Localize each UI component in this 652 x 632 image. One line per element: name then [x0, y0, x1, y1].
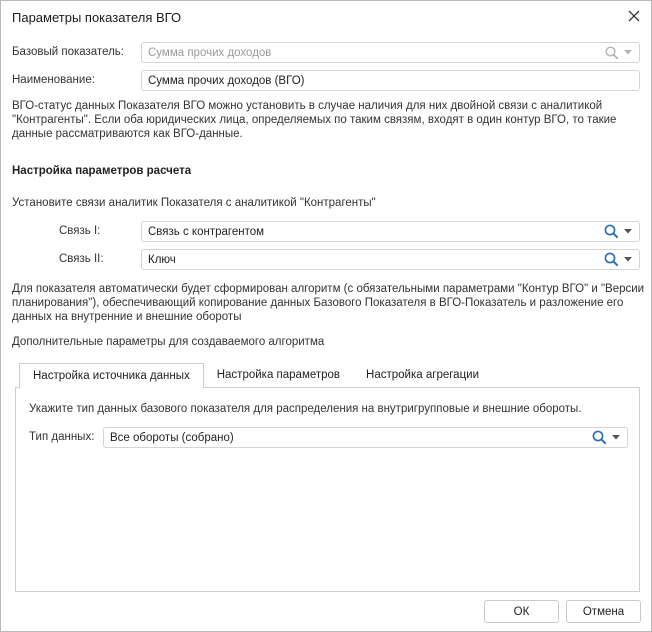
link2-value: Ключ — [148, 253, 176, 266]
chevron-down-icon[interactable] — [609, 435, 623, 440]
tab-panel-data-source — [15, 387, 640, 592]
algorithm-text — [12, 282, 644, 324]
link1-label: Связь I: — [59, 225, 101, 237]
search-icon[interactable] — [589, 430, 609, 445]
link1-value: Связь с контрагентом — [148, 225, 265, 238]
chevron-down-icon — [621, 50, 635, 55]
title-bar — [1, 1, 651, 33]
links-instruction: Установите связи аналитик Показателя с аналитикой "Контрагенты" — [12, 197, 376, 209]
algorithm-text-line: данных на внутренние и внешние обороты — [12, 311, 242, 323]
chevron-down-icon[interactable] — [621, 257, 635, 262]
search-icon — [603, 46, 621, 60]
data-type-value: Все обороты (собрано) — [110, 431, 234, 444]
info-text-line: данные рассматриваются как ВГО-данные. — [12, 128, 243, 140]
link2-label: Связь II: — [59, 253, 104, 265]
base-indicator-field — [141, 42, 640, 63]
cancel-button[interactable]: Отмена — [566, 600, 641, 623]
algorithm-text-line: Для показателя автоматически будет сформирован алгоритм (с обязательными параметрами "Контур ВГО" и "Версии — [12, 283, 645, 295]
name-label: Наименование: — [12, 74, 95, 86]
link2-select[interactable] — [141, 249, 640, 270]
data-type-select[interactable] — [103, 427, 628, 448]
info-text — [12, 99, 616, 141]
close-icon — [628, 10, 640, 25]
calc-section-title: Настройка параметров расчета — [12, 165, 192, 177]
ok-button[interactable]: ОК — [484, 600, 559, 623]
info-text-line: ВГО-статус данных Показателя ВГО можно установить в случае наличия для них двойной связи с аналитикой — [12, 100, 603, 112]
extra-params-label: Дополнительные параметры для создаваемого алгоритма — [12, 336, 325, 348]
dialog-title: Параметры показателя ВГО — [12, 10, 182, 25]
close-button[interactable] — [623, 6, 645, 28]
search-icon[interactable] — [601, 224, 621, 239]
algorithm-text-line: планирования"), обеспечивающий копирование данных Базового Показателя в ВГО-Показатель и разложение его — [12, 297, 624, 309]
tab-bar — [19, 363, 492, 388]
chevron-down-icon[interactable] — [621, 229, 635, 234]
tab-data-source[interactable]: Настройка источника данных — [19, 363, 204, 389]
link1-select[interactable] — [141, 221, 640, 242]
info-text-line: "Контрагенты". Если оба юридических лица, определяемых по таким связям, входят в один контур ВГО, то такие — [12, 114, 617, 126]
tab-parameters[interactable]: Настройка параметров — [216, 369, 341, 381]
search-icon[interactable] — [601, 252, 621, 267]
name-value: Сумма прочих доходов (ВГО) — [148, 74, 305, 87]
source-instruction: Укажите тип данных базового показателя для распределения на внутригрупповые и внешние обороты. — [29, 403, 582, 415]
base-indicator-label: Базовый показатель: — [12, 46, 124, 58]
tab-aggregation[interactable]: Настройка агрегации — [366, 369, 480, 381]
base-indicator-value: Сумма прочих доходов — [148, 46, 272, 59]
data-type-label: Тип данных: — [29, 431, 95, 443]
name-input[interactable] — [141, 70, 640, 91]
